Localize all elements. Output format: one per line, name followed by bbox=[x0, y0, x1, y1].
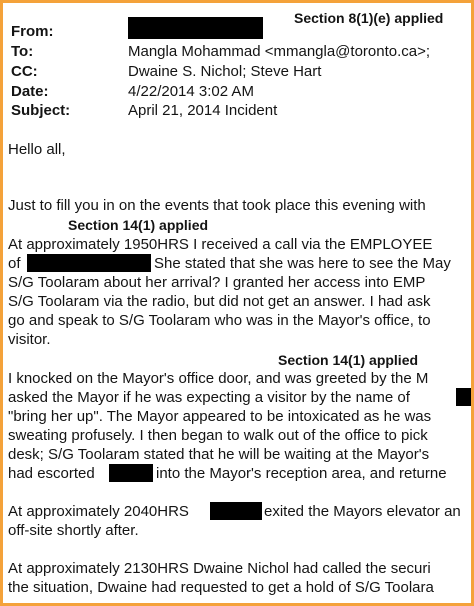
to-label: To: bbox=[11, 43, 34, 60]
paragraph-1-line-3: S/G Toolaram about her arrival? I granted her access into EMP bbox=[8, 274, 426, 291]
paragraph-2-line-6b: into the Mayor's reception area, and returne bbox=[156, 465, 447, 482]
paragraph-1-line-5: go and speak to S/G Toolaram who was in the Mayor's office, to bbox=[8, 312, 431, 329]
cc-value: Dwaine S. Nichol; Steve Hart bbox=[128, 63, 322, 80]
to-value: Mangla Mohammad <mmangla@toronto.ca>; bbox=[128, 43, 431, 60]
redaction-visitor-name-1 bbox=[27, 254, 151, 272]
redaction-stamp-section-8: Section 8(1)(e) applied bbox=[294, 10, 444, 26]
date-label: Date: bbox=[11, 83, 49, 100]
paragraph-1-line-6: visitor. bbox=[8, 331, 51, 348]
paragraph-1-line-2b: She stated that she was here to see the May bbox=[154, 255, 451, 272]
redaction-visitor-name-4 bbox=[210, 502, 262, 520]
subject-value: April 21, 2014 Incident bbox=[128, 102, 278, 119]
redaction-visitor-name-2 bbox=[456, 388, 474, 406]
redaction-stamp-section-14-first: Section 14(1) applied bbox=[68, 217, 209, 233]
paragraph-3-line-2: off-site shortly after. bbox=[8, 522, 139, 539]
intro-text: Just to fill you in on the events that took place this evening with bbox=[8, 197, 426, 214]
paragraph-3-line-1b: exited the Mayors elevator an bbox=[264, 503, 461, 520]
paragraph-1-line-1: At approximately 1950HRS I received a call via the EMPLOYEE bbox=[8, 236, 433, 253]
paragraph-3-line-1a: At approximately 2040HRS bbox=[8, 503, 189, 520]
paragraph-2-line-2: asked the Mayor if he was expecting a visitor by the name of bbox=[8, 389, 410, 406]
redaction-from-sender bbox=[128, 17, 263, 39]
paragraph-2-line-3: "bring her up". The Mayor appeared to be intoxicated as he was bbox=[8, 408, 432, 425]
date-value: 4/22/2014 3:02 AM bbox=[128, 83, 254, 100]
paragraph-2-line-1: I knocked on the Mayor's office door, and was greeted by the M bbox=[8, 370, 429, 387]
cc-label: CC: bbox=[11, 63, 38, 80]
redaction-visitor-name-3 bbox=[109, 464, 153, 482]
paragraph-2-line-4: sweating profusely. I then began to walk out of the office to pick bbox=[8, 427, 428, 444]
greeting-text: Hello all, bbox=[8, 141, 66, 158]
subject-label: Subject: bbox=[11, 102, 71, 119]
paragraph-2-line-5: desk; S/G Toolaram stated that he will be waiting at the Mayor's bbox=[8, 446, 430, 463]
paragraph-2-line-6a: had escorted bbox=[8, 465, 95, 482]
paragraph-4-line-2: the situation, Dwaine had requested to get a hold of S/G Toolara bbox=[8, 579, 434, 596]
paragraph-1-line-4: S/G Toolaram via the radio, but did not get an answer. I had ask bbox=[8, 293, 431, 310]
paragraph-1-line-2a: of bbox=[8, 255, 21, 272]
from-label: From: bbox=[11, 23, 54, 40]
paragraph-4-line-1: At approximately 2130HRS Dwaine Nichol had called the securi bbox=[8, 560, 431, 577]
redaction-stamp-section-14-second: Section 14(1) applied bbox=[278, 352, 419, 368]
